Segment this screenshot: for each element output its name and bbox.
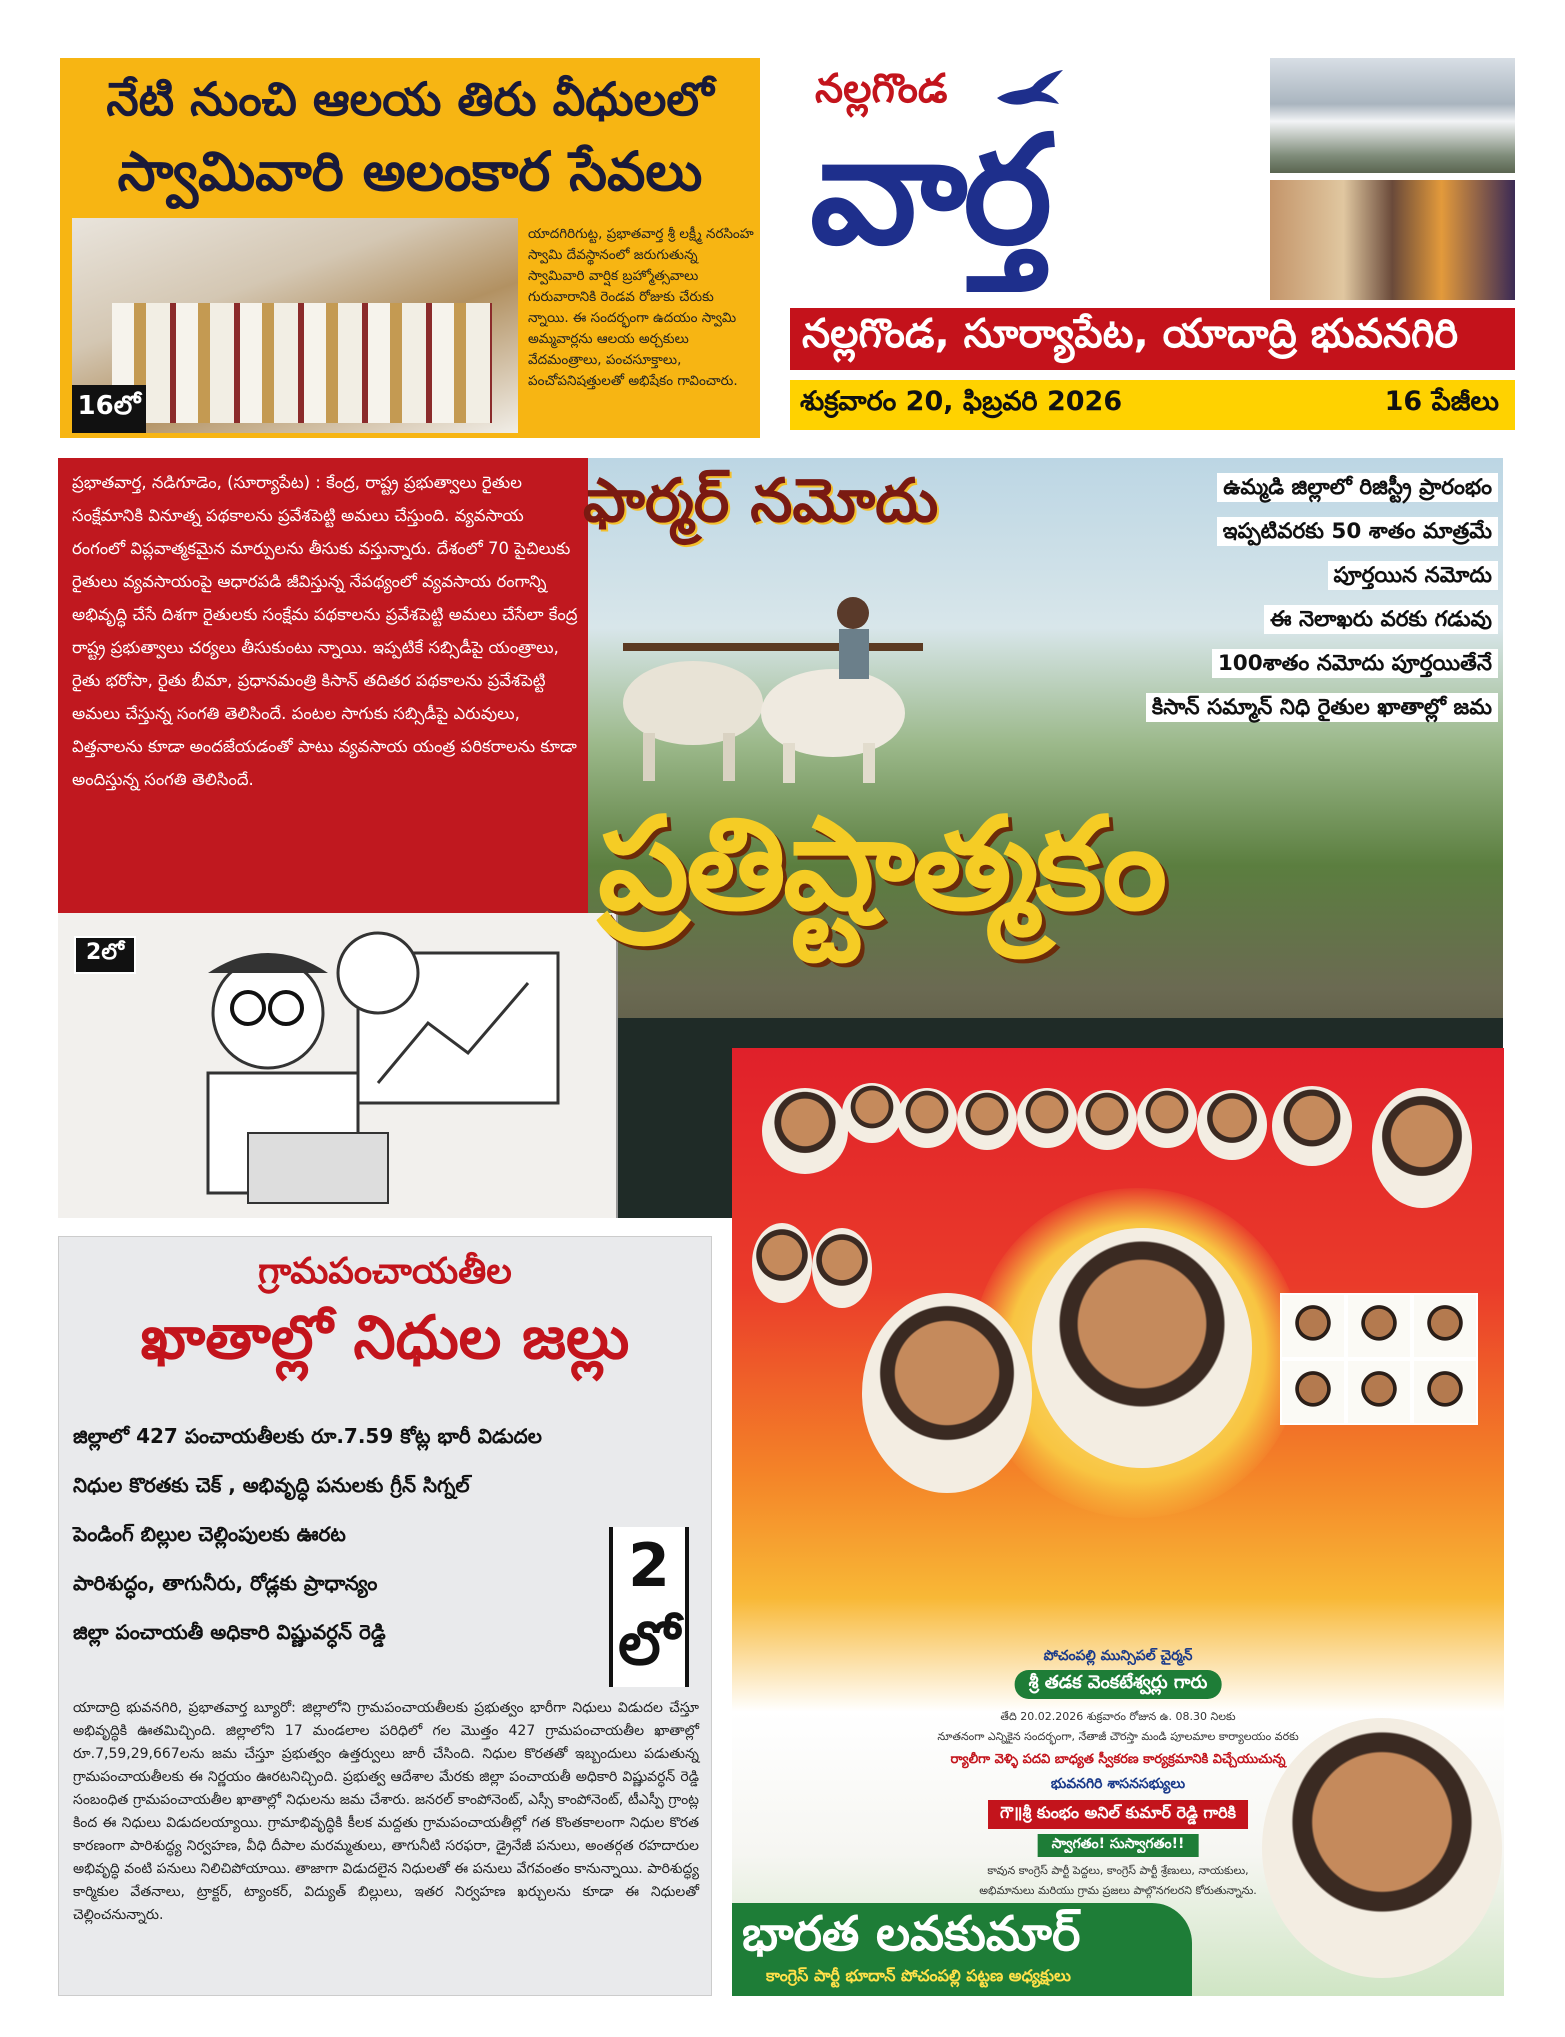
invite-line: అభిమానులు మరియు గ్రామ ప్రజలు పాల్గొనగలరని కోరుతున్నాను. [979,1884,1257,1897]
mla-title: భువనగిరి శాసనసభ్యులు [1050,1776,1186,1792]
farmer-kicker: ఫార్మర్ నమోదు [583,466,939,536]
issue-date: శుక్రవారం 20, ఫిబ్రవరి 2026 [800,386,1123,417]
panchayat-subhead: పెండింగ్ బిల్లుల చెల్లింపులకు ఊరట [73,1522,346,1546]
cartoon-illustration [58,913,618,1218]
panchayat-body: యాదాద్రి భువనగిరి, ప్రభాతవార్త బ్యూరో: జిల్లాలోని గ్రామపంచాయతీలకు ప్రభుత్వం భారీగా నిధులు విడుదల చేస్తూ అభివృద్ధికి ఊతమిచ్చింది. జిల్లాలోని 17 మండలాల పరిధిలో గల మొత్తం 427 గ్రామపంచాయతీల ఖాతాల్లో రూ.7,59,29,667లను జమ చేస్తూ ప్రభుత్వం ఉత్తర్వులు జారీ చేసింది. నిధుల కొరతతో ఇబ్బందులు పడుతున్న గ్రామపంచాయతీలకు ఈ నిర్ణయం ఊరటనిచ్చింది. ప్రభుత్వ ఆదేశాల మేరకు జిల్లా పంచాయతీ అధికారి విష్ణువర్ధన్ రెడ్డి సంబంధిత గ్రామపంచాయతీల ఖాతాల్లో నిధులను జమ చేశారు. జనరల్ కాంపోనెంట్, ఎస్సీ కాంపోనెంట్, టీఎస్పీ గ్రాంట్ల కింద ఈ నిధులు విడుదలయ్యాయి. గ్రామాభివృద్ధికి కీలక మద్దతు గ్రామపంచాయతీల్లో గత కొంతకాలంగా నిధుల కొరత కారణంగా పారిశుద్ధ్య నిర్వహణ, వీధి దీపాల మరమ్మతులు, తాగునీటి సరఫరా, డ్రైనేజీ పనులు, అంతర్గత రహదారుల అభివృద్ధి వంటి పనులు నిలిచిపోయాయి. తాజాగా విడుదలైన నిధులతో ఈ పనులు వేగవంతం కానున్నాయి. పారిశుద్ధ్య కార్మికుల వేతనాలు, ట్రాక్టర్, ట్యాంకర్, విద్యుత్ బిల్లులు, ఇతర నిర్వహణ ఖర్చులను కూడా ఈ నిధులతో చెల్లించనున్నారు. [73,1700,699,1923]
farmer-body-panel [58,458,588,913]
temple-story [60,58,760,438]
panchayat-story [58,1236,712,1996]
leader-photo [1272,1086,1352,1166]
leader-photo [1280,1293,1346,1359]
event-rally-line: ర్యాలీగా వెళ్ళి పదవి బాధ్యత స్వీకరణ కార్యక్రమానికి విచ్చేయుచున్న [950,1752,1286,1767]
masthead-name: వార్త [810,104,1049,278]
page-count: 16 పేజీలు [1384,386,1499,417]
panchayat-kicker: గ్రామపంచాయతీల [258,1251,512,1292]
secondary-candidate-photo [862,1293,1032,1493]
main-candidate-photo [1032,1228,1252,1468]
leader-photo [812,1228,872,1308]
panchayat-subheads [73,1412,603,1657]
leader-photo [1412,1359,1478,1425]
welcome-banner: స్వాగతం! సుస్వాగతం!! [1038,1834,1199,1857]
leader-photo [1346,1359,1412,1425]
sponsor-photo [1262,1718,1502,1978]
farmer-bullet: ఇప్పటివరకు 50 శాతం మాత్రమే [1098,510,1498,554]
temple-headline-2: స్వామివారి అలంకార సేవలు [117,140,703,203]
temple-photo [72,218,518,433]
leader-photo [752,1223,812,1303]
masthead-districts: నల్లగొండ, సూర్యాపేట, యాదాద్రి భువనగిరి [790,308,1515,370]
panchayat-subhead: జిల్లా పంచాయతీ అధికారి విష్ణువర్ధన్ రెడ్డి [73,1620,386,1644]
honoree-name: శ్రీ తడక వెంకటేశ్వర్లు గారు [1015,1670,1222,1699]
dam-photo [1270,58,1515,173]
leader-photo [1280,1359,1346,1425]
leader-photo [1197,1090,1267,1160]
honoree-title: పోచంపల్లి మున్సిపల్ చైర్మన్ [1043,1648,1193,1664]
cartoon-drawing [58,913,618,1218]
panchayat-subhead: నిధుల కొరతకు చెక్ , అభివృద్ధి పనులకు గ్రీన్ సిగ్నల్ [73,1473,470,1497]
masthead [790,58,1515,438]
farmer-bullets [1098,466,1498,730]
mla-name: గౌ॥శ్రీ కుంభం అనిల్ కుమార్ రెడ్డి గారికి [988,1800,1248,1829]
farmer-body: ప్రభాతవార్త, నడిగూడెం, (సూర్యాపేట) : కేంద్ర, రాష్ట్ర ప్రభుత్వాలు రైతుల సంక్షేమానికి వినూత్న పథకాలను ప్రవేశపెట్టి అమలు చేస్తుంది. వ్యవసాయ రంగంలో విప్లవాత్మకమైన మార్పులను తీసుకు వస్తున్నారు. దేశంలో 70 పైచిలుకు రైతులు వ్యవసాయంపై ఆధారపడి జీవిస్తున్న నేపథ్యంలో వ్యవసాయ రంగాన్ని అభివృద్ధి చేసే దిశగా రైతులకు సంక్షేమ పథకాలను ప్రవేశపెట్టి అమలు చేసేలా కేంద్ర రాష్ట్ర ప్రభుత్వాలు చర్యలు తీసుకుంటు న్నాయి. ఇప్పటికే సబ్సిడీపై యంత్రాలు, రైతు భరోసా, రైతు బీమా, ప్రధానమంత్రి కిసాన్ తదితర పథకాలను ప్రవేశపెట్టి అమలు చేస్తున్న సంగతి తెలిసిందే. పంటల సాగుకు సబ్సిడీపై ఎరువులు, విత్తనాలను కూడా అందజేయడంతో పాటు వ్యవసాయ యంత్ర పరికరాలను కూడా అందిస్తున్న సంగతి తెలిసిందే. [72,473,578,789]
sponsor-role: కాంగ్రెస్ పార్టీ భూదాన్ పోచంపల్లి పట్టణ అధ్యక్షులు [766,1966,1071,1985]
farmer-bullet: 100శాతం నమోదు పూర్తయితేనే [1098,642,1498,686]
leader-photo [762,1088,848,1174]
panchayat-page-ref-num: 2 [628,1531,670,1601]
leader-photo [1346,1293,1412,1359]
panchayat-page-ref-suffix: లో [618,1609,680,1679]
masthead-city: నల్లగొండ [815,66,948,112]
leader-photo [1017,1088,1077,1148]
panchayat-subhead: జిల్లాలో 427 పంచాయతీలకు రూ.7.59 కోట్ల భారీ విడుదల [73,1424,542,1448]
farmer-headline: ప్రతిష్టాత్మకం [598,790,1165,939]
farmer-bullet: ఉమ్మడి జిల్లాలో రిజిస్ట్రీ ప్రారంభం [1098,466,1498,510]
temple-page-ref: 16లో [72,385,146,433]
panchayat-page-ref [609,1527,689,1687]
farmer-bullet: పూర్తయిన నమోదు [1098,554,1498,598]
leader-photo [1137,1088,1197,1148]
oxen-illustration [603,583,933,783]
leader-photo [1077,1090,1137,1150]
invite-line: కావున కాంగ్రెస్ పార్టీ పెద్దలు, కాంగ్రెస్ పార్టీ శ్రేణులు, నాయకులు, [987,1864,1249,1877]
farmer-bullet: ఈ నెలాఖరు వరకు గడువు [1098,598,1498,642]
congress-advertisement [732,1048,1504,1996]
temple-headline-1: నేటి నుంచి ఆలయ తిరు వీధులలో [106,72,714,126]
date-bar [790,380,1515,430]
leader-photo [957,1090,1017,1150]
temple-body: యాదగిరిగుట్ట, ప్రభాతవార్త శ్రీ లక్ష్మీ నరసింహ స్వామి దేవస్థానంలో జరుగుతున్న స్వామివారి వార్షిక బ్రహ్మోత్సవాలు గురువారానికి రెండవ రోజుకు చేరుకు న్నాయి. ఈ సందర్భంగా ఉదయం స్వామి అమ్మవార్లను ఆలయ అర్చకులు వేదమంత్రాలు, పంచసూక్తాలు, పంచోపనిషత్తులతో అభిషేకం గావించారు. [528,226,754,389]
event-date-line: తేది 20.02.2026 శుక్రవారం రోజున ఉ. 08.30 నిలకు [1000,1710,1236,1723]
leader-photo [1412,1293,1478,1359]
leader-photo [1372,1088,1472,1208]
sponsor-name: భారత లవకుమార్ [742,1906,1081,1962]
event-description-line: నూతనంగా ఎన్నికైన సందర్భంగా, నేతాజీ చౌరస్తా మండి పూలమాల కార్యాలయం వరకు [937,1730,1299,1743]
leader-photo [842,1083,902,1143]
panchayat-headline: ఖాతాల్లో నిధుల జల్లు [140,1303,630,1373]
temple-town-photo [1270,180,1515,300]
leader-photo [897,1088,957,1148]
farmer-bullet: కిసాన్ సమ్మాన్ నిధి రైతుల ఖాతాల్లో జమ [1098,686,1498,730]
farmer-page-ref: 2లో [74,936,136,974]
temple-photo-figures [112,303,492,423]
panchayat-subhead: పారిశుద్ధం, తాగునీరు, రోడ్లకు ప్రాధాన్యం [73,1571,378,1595]
